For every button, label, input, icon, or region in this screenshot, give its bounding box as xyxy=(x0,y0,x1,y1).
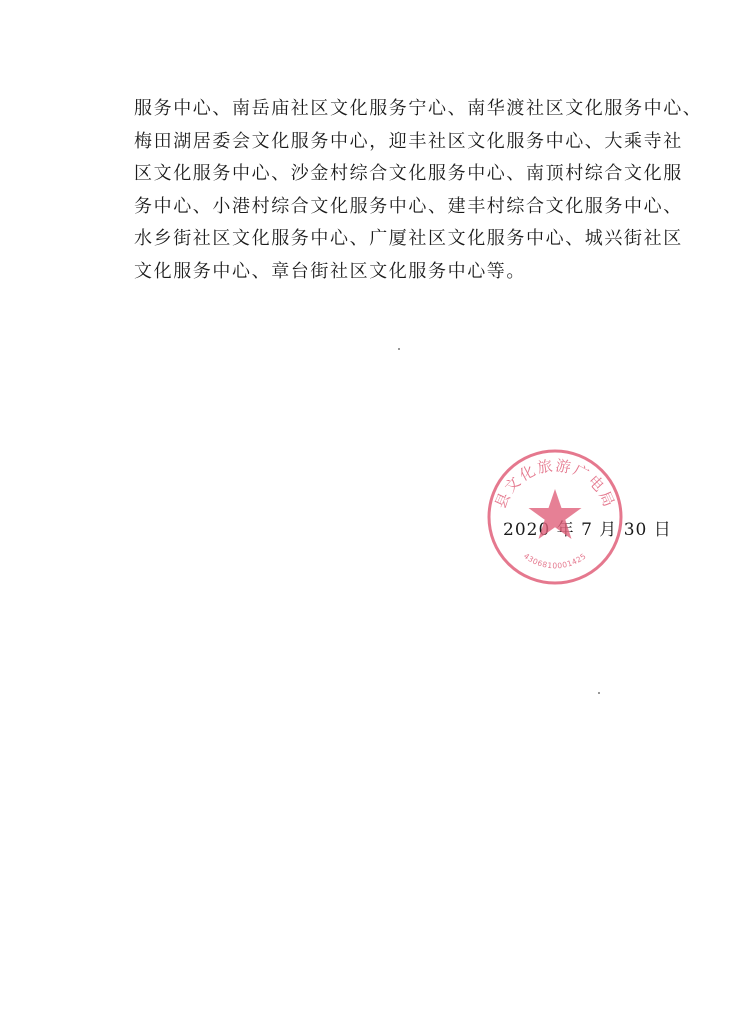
text-line-3: 区文化服务中心、沙金村综合文化服务中心、南顶村综合文化服 xyxy=(134,163,683,184)
text-line-6: 文化服务中心、章台街社区文化服务中心等。 xyxy=(134,260,526,282)
body-paragraph xyxy=(134,93,703,288)
text-line-1: 服务中心、南岳庙社区文化服务宁心、南华渡社区文化服务中心、 xyxy=(134,98,703,119)
text-line-5: 水乡街社区文化服务中心、广厦社区文化服务中心、城兴街社区 xyxy=(134,228,683,249)
seal-code-text: 4306810001425 xyxy=(521,551,589,571)
seal-name-text: 县文化旅游广电局 xyxy=(491,456,619,512)
text-line-2: 梅田湖居委会文化服务中心，迎丰社区文化服务中心、大乘寺社 xyxy=(134,130,683,152)
scan-speck xyxy=(598,692,600,694)
text-line-4: 务中心、小港村综合文化服务中心、建丰村综合文化服务中心、 xyxy=(134,195,683,217)
official-seal-stamp xyxy=(485,447,625,587)
scan-speck xyxy=(398,348,400,350)
document-date: 2020 年 7 月 30 日 xyxy=(503,520,672,540)
seal-star-icon xyxy=(529,489,582,539)
